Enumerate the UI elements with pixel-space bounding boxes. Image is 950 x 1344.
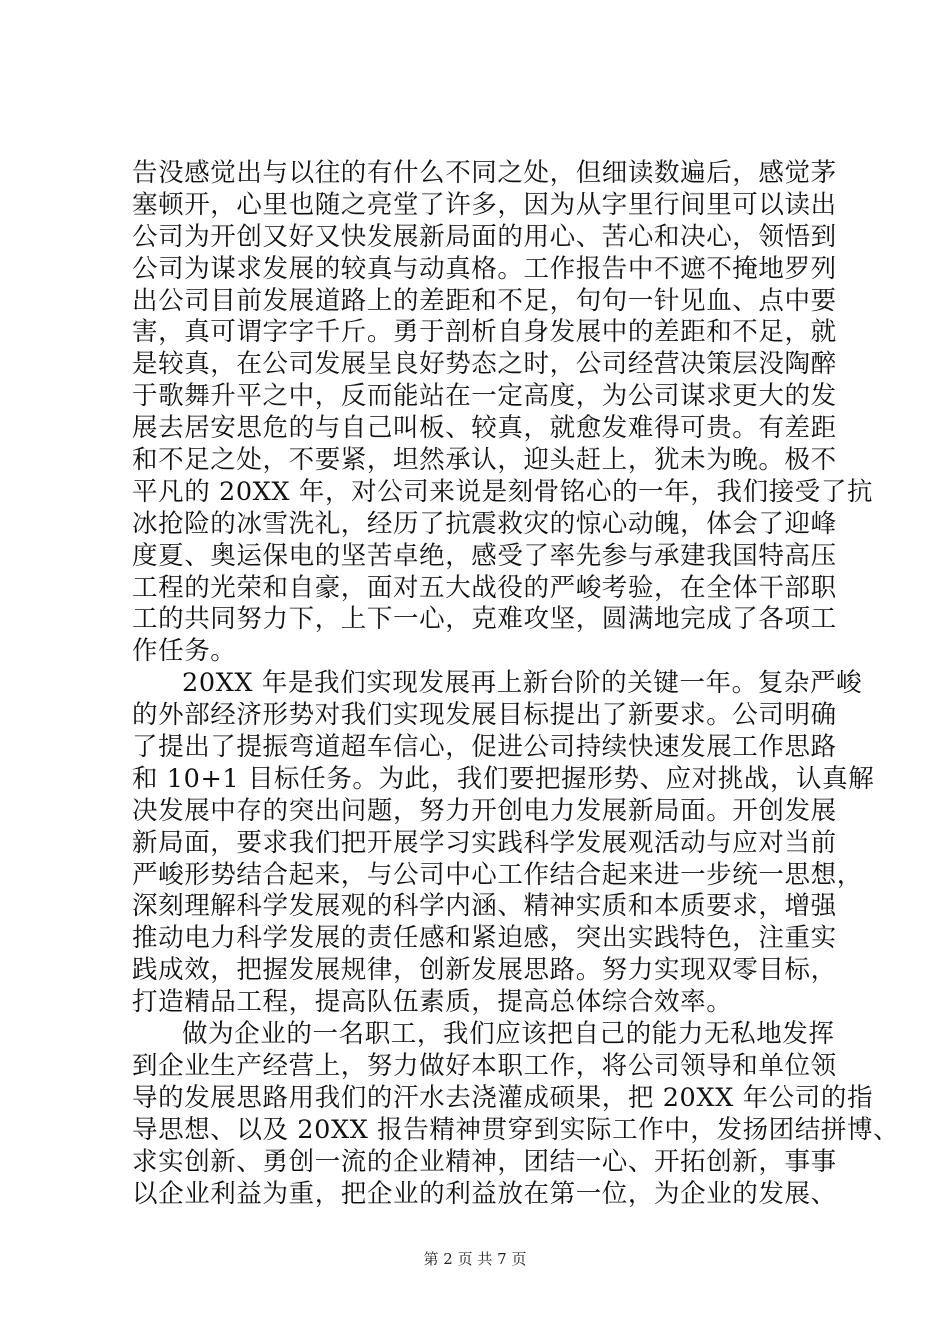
text-line: 了提出了提振弯道超车信心，促进公司持续快速发展工作思路	[132, 732, 837, 763]
text-line: 公司为开创又好又快发展新局面的用心、苦心和决心，领悟到	[132, 221, 837, 252]
text-line: 和不足之处，不要紧，坦然承认，迎头赶上，犹未为晚。极不	[132, 445, 837, 476]
text-line: 害，真可谓字字千斤。勇于剖析自身发展中的差距和不足，就	[132, 317, 837, 348]
text-line: 公司为谋求发展的较真与动真格。工作报告中不遮不掩地罗列	[132, 253, 837, 284]
text-line: 以企业利益为重，把企业的利益放在第一位，为企业的发展、	[132, 1178, 837, 1209]
page-footer	[0, 1248, 950, 1269]
page-number: 第 2 页 共 7 页	[423, 1250, 527, 1268]
text-line: 作任务。	[132, 636, 237, 667]
text-line: 推动电力科学发展的责任感和紧迫感，突出实践特色，注重实	[132, 923, 837, 954]
text-line: 度夏、奥运保电的坚苦卓绝，感受了率先参与承建我国特高压	[132, 540, 837, 571]
text-line: 践成效，把握发展规律，创新发展思路。努力实现双零目标，	[132, 955, 837, 986]
text-line: 和 10+1 目标任务。为此，我们要把握形势、应对挑战，认真解	[132, 763, 875, 794]
text-line: 深刻理解科学发展观的科学内涵、精神实质和本质要求，增强	[132, 891, 837, 922]
text-line: 冰抢险的冰雪洗礼，经历了抗震救灾的惊心动魄，体会了迎峰	[132, 508, 837, 539]
text-line: 导的发展思路用我们的汗水去浇灌成硕果，把 20XX 年公司的指	[132, 1082, 874, 1113]
body-text	[132, 158, 900, 1210]
text-line: 于歌舞升平之中，反而能站在一定高度，为公司谋求更大的发	[132, 381, 837, 412]
text-line: 新局面，要求我们把开展学习实践科学发展观活动与应对当前	[132, 827, 837, 858]
text-line: 塞顿开，心里也随之亮堂了许多，因为从字里行间里可以读出	[132, 189, 837, 220]
text-line: 决发展中存的突出问题，努力开创电力发展新局面。开创发展	[132, 795, 837, 826]
text-line: 告没感觉出与以往的有什么不同之处，但细读数遍后，感觉茅	[132, 158, 837, 188]
text-line: 是较真，在公司发展呈良好势态之时，公司经营决策层没陶醉	[132, 349, 837, 380]
text-line: 工程的光荣和自豪，面对五大战役的严峻考验，在全体干部职	[132, 572, 837, 603]
text-line: 求实创新、勇创一流的企业精神，团结一心、开拓创新，事事	[132, 1146, 837, 1177]
text-line: 平凡的 20XX 年，对公司来说是刻骨铭心的一年，我们接受了抗	[132, 476, 874, 507]
paragraph-start-line: 20XX 年是我们实现发展再上新台阶的关键一年。复杂严峻	[182, 668, 863, 699]
text-line: 打造精品工程，提高队伍素质，提高总体综合效率。	[132, 987, 733, 1018]
paragraph-start-line: 做为企业的一名职工，我们应该把自己的能力无私地发挥	[182, 1019, 835, 1050]
text-line: 展去居安思危的与自己叫板、较真，就愈发难得可贵。有差距	[132, 413, 837, 444]
text-line: 的外部经济形势对我们实现发展目标提出了新要求。公司明确	[132, 700, 837, 731]
text-line: 严峻形势结合起来，与公司中心工作结合起来进一步统一思想，	[132, 859, 863, 890]
text-line: 工的共同努力下，上下一心，克难攻坚，圆满地完成了各项工	[132, 604, 837, 635]
text-line: 出公司目前发展道路上的差距和不足，句句一针见血、点中要	[132, 285, 837, 316]
text-line: 到企业生产经营上，努力做好本职工作，将公司领导和单位领	[132, 1050, 837, 1081]
text-line: 导思想、以及 20XX 报告精神贯穿到实际工作中，发扬团结拼博、	[132, 1114, 900, 1145]
